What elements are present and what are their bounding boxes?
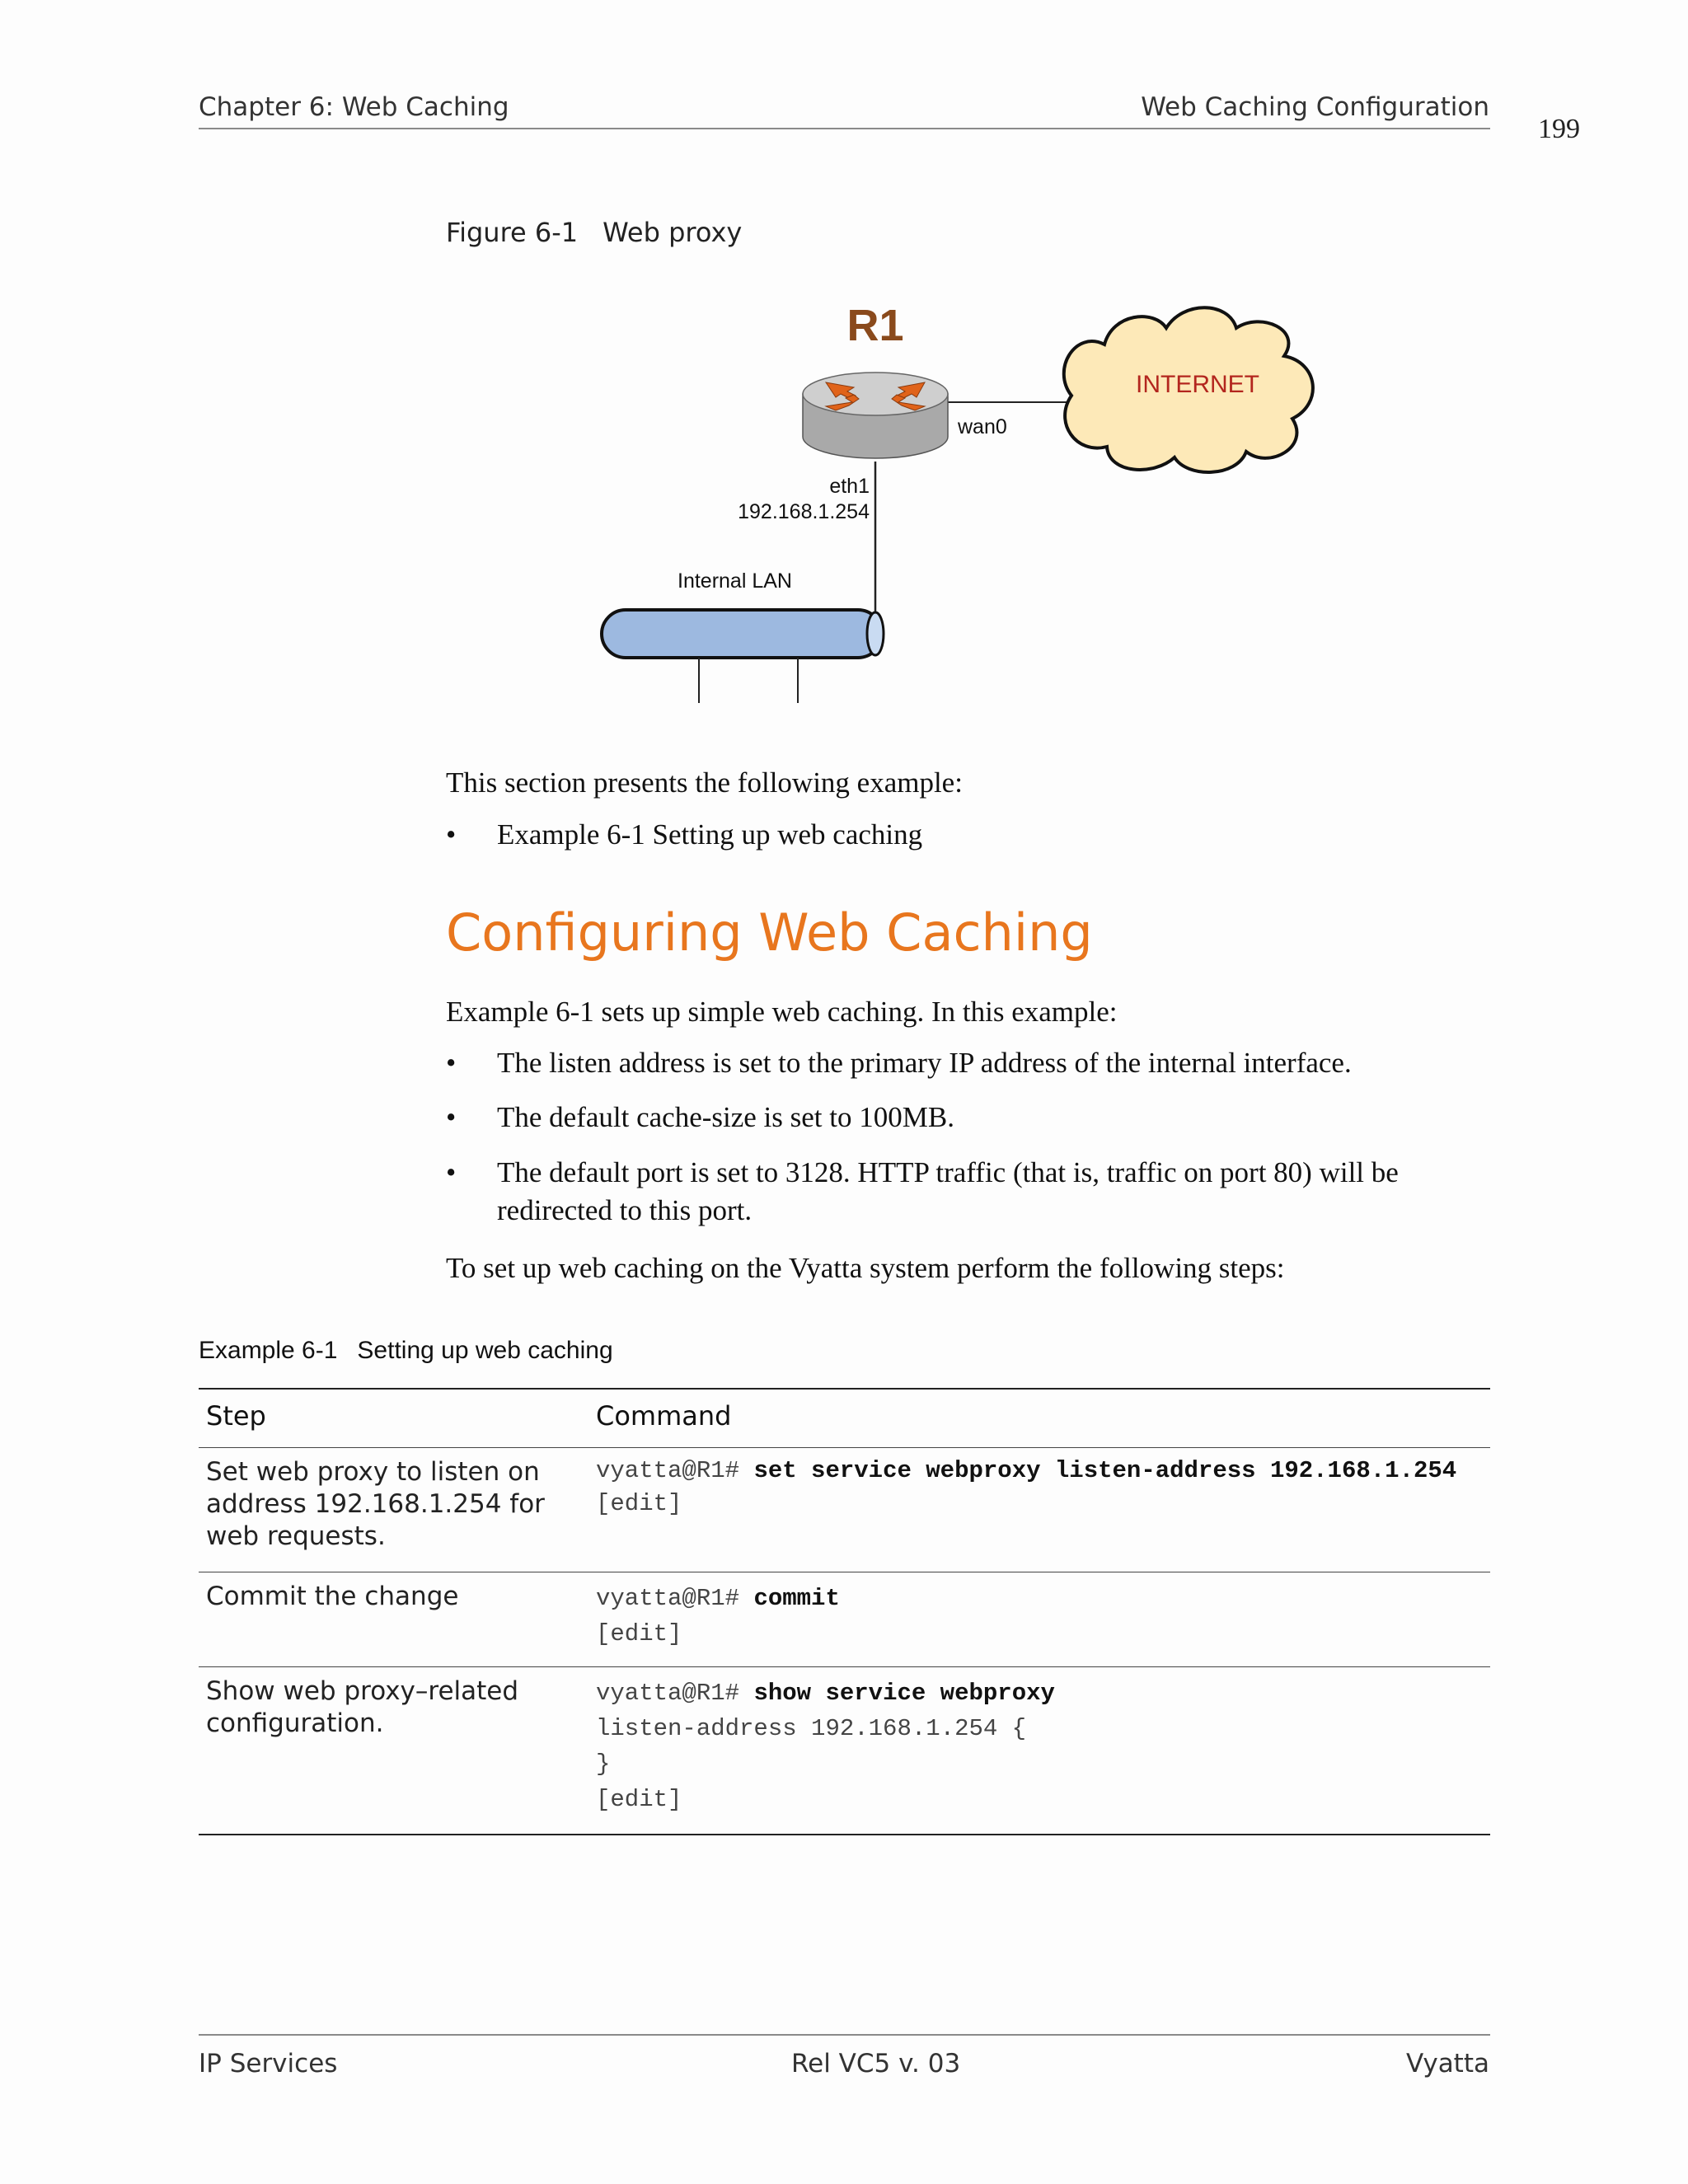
table-header-row (199, 1390, 1490, 1447)
page-number: 199 (1538, 114, 1580, 144)
section-bullet (446, 1044, 1451, 1082)
bullet-text: The default cache-size is set to 100MB. (497, 1101, 954, 1133)
lan-segment-icon (602, 610, 884, 658)
section-paragraph: Example 6-1 sets up simple web caching. In this example: (446, 996, 1118, 1028)
table-row (199, 1572, 1490, 1666)
command-output: listen-address 192.168.1.254 { (596, 1715, 1027, 1742)
footer-rule (199, 2034, 1490, 2036)
bullet-marker: • (446, 1101, 457, 1133)
command-output: [edit] (596, 1620, 682, 1647)
example-caption (199, 1337, 613, 1365)
footer-vendor: Vyatta (1405, 2049, 1489, 2079)
bullet-marker: • (446, 818, 457, 851)
intro-bullet (446, 816, 1451, 854)
command-text: set service webproxy listen-address 192.168.1.254 (753, 1457, 1457, 1484)
command-line (596, 1675, 1490, 1711)
network-diagram (577, 272, 1368, 717)
table-rule (199, 1834, 1490, 1835)
command-line (596, 1456, 1490, 1486)
wan-interface-label: wan0 (958, 415, 1007, 438)
header-rule (199, 128, 1490, 129)
shell-prompt: vyatta@R1# (596, 1457, 754, 1484)
intro-paragraph: This section presents the following example: (446, 766, 963, 799)
example-title: Setting up web caching (357, 1337, 613, 1364)
command-output: [edit] (596, 1490, 682, 1517)
command-output: [edit] (596, 1786, 682, 1813)
eth-interface-label: eth1 (829, 475, 870, 498)
running-header-chapter: Chapter 6: Web Caching (199, 92, 509, 122)
example-table (199, 1388, 1490, 1835)
command-cell (596, 1675, 1490, 1834)
lan-label: Internal LAN (678, 569, 792, 593)
internet-label: INTERNET (1136, 371, 1259, 398)
figure-caption (446, 217, 742, 248)
column-header-step: Step (206, 1400, 266, 1432)
bullet-text: Example 6-1 Setting up web caching (497, 818, 923, 851)
command-output: } (596, 1750, 611, 1778)
eth-address-label: 192.168.1.254 (738, 500, 870, 523)
section-bullet (446, 1154, 1451, 1230)
bullet-text: The listen address is set to the primary IP address of the internal interface. (497, 1047, 1352, 1079)
footer-product: IP Services (199, 2049, 338, 2079)
command-line (596, 1581, 1490, 1616)
shell-prompt: vyatta@R1# (596, 1680, 754, 1707)
table-row (199, 1448, 1490, 1572)
command-text: commit (753, 1585, 840, 1612)
figure-label: Figure 6-1 (446, 217, 579, 248)
router-icon (803, 373, 948, 458)
bullet-marker: • (446, 1047, 457, 1079)
example-label: Example 6-1 (199, 1337, 338, 1364)
step-cell: Set web proxy to listen on address 192.168.1.254 for web requests. (206, 1457, 545, 1551)
section-heading: Configuring Web Caching (446, 902, 1093, 963)
figure-title: Web proxy (603, 217, 743, 248)
step-cell: Commit the change (206, 1582, 459, 1611)
bullet-text: The default port is set to 3128. HTTP traffic (that is, traffic on port 80) will be redirected to this port. (497, 1156, 1399, 1226)
bullet-marker: • (446, 1156, 457, 1188)
router-label: R1 (846, 301, 904, 350)
table-row (199, 1667, 1490, 1834)
command-cell (596, 1456, 1490, 1572)
step-cell: Show web proxy–related configuration. (206, 1676, 519, 1738)
section-bullet (446, 1099, 1451, 1137)
section-paragraph: To set up web caching on the Vyatta system perform the following steps: (446, 1252, 1285, 1284)
footer-release: Rel VC5 v. 03 (791, 2049, 961, 2079)
command-cell (596, 1581, 1490, 1666)
column-header-command: Command (596, 1400, 732, 1432)
running-header-section: Web Caching Configuration (1141, 92, 1489, 122)
shell-prompt: vyatta@R1# (596, 1585, 754, 1612)
command-text: show service webproxy (753, 1680, 1055, 1707)
